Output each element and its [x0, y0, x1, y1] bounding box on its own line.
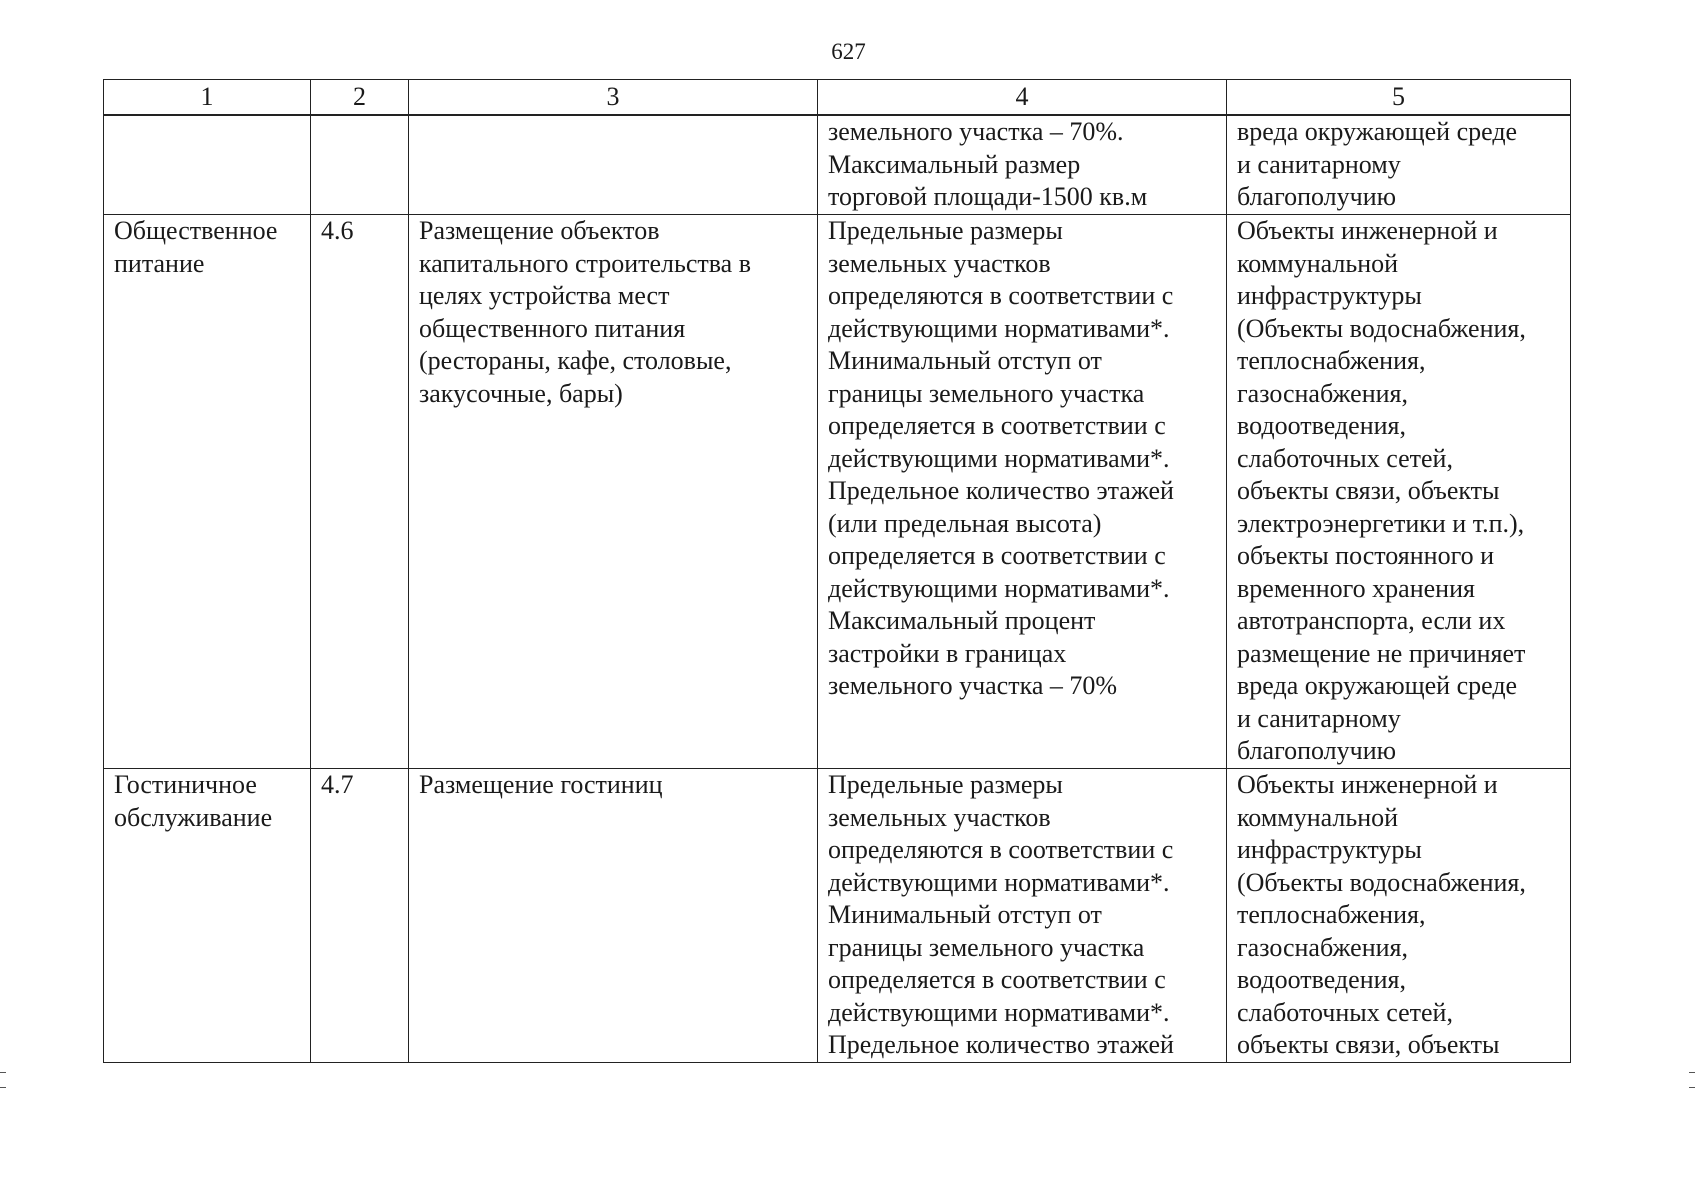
cell-auxiliary-uses	[1227, 769, 1571, 1063]
cell-text-line: газоснабжения,	[1237, 378, 1408, 408]
cell-description	[409, 215, 818, 769]
cell-text-line: Объекты инженерной и	[1237, 216, 1498, 245]
cell-text-line: благополучию	[1237, 182, 1397, 211]
cell-auxiliary-uses	[1227, 215, 1571, 769]
cell-text-line: Общественное	[114, 216, 278, 245]
cell-text-line: земельного участка – 70%	[828, 671, 1118, 700]
cell-text-line: объекты постоянного и	[1237, 541, 1495, 570]
cell-parameters	[818, 215, 1227, 769]
cell-text-line: слаботочных сетей,	[1237, 443, 1453, 473]
cell-text-line: и санитарному	[1237, 703, 1401, 733]
cell-text-line: общественного питания	[419, 313, 686, 343]
cell-land-use-type	[104, 769, 311, 1063]
cell-text-line: Минимальный отступ от	[828, 900, 1102, 929]
cell-text-line: инфраструктуры	[1237, 281, 1422, 310]
cell-text-line: определяется в соответствии с	[828, 965, 1166, 994]
cell-text-line: Размещение объектов	[419, 216, 660, 245]
cell-text-line: коммунальной	[1237, 802, 1399, 832]
cell-text-line: (Объекты водоснабжения,	[1237, 313, 1526, 343]
cell-code: 4.7	[311, 769, 409, 1063]
cell-land-use-type	[104, 215, 311, 769]
cell-text-line: действующими нормативами*.	[828, 313, 1170, 343]
cell-text-line: Предельное количество этажей	[828, 1030, 1174, 1059]
page-number: 627	[831, 39, 866, 64]
cell-text-line: газоснабжения,	[1237, 932, 1408, 962]
cell-text-line: обслуживание	[114, 802, 273, 832]
cell-land-use-type	[104, 115, 311, 215]
scan-edge-mark-right	[1689, 1072, 1695, 1088]
cell-text-line: теплоснабжения,	[1237, 346, 1426, 375]
table-row	[104, 115, 1571, 215]
cell-text-line: вреда окружающей среде	[1237, 671, 1518, 700]
cell-text-line: Предельное количество этажей	[828, 476, 1174, 505]
cell-text-line: Предельные размеры	[828, 216, 1063, 245]
cell-text-line: Минимальный отступ от	[828, 346, 1102, 375]
cell-text-line: временного хранения	[1237, 573, 1475, 603]
column-header-2: 2	[311, 80, 409, 116]
cell-text-line: определяется в соответствии с	[828, 411, 1166, 440]
regulations-table	[103, 79, 1571, 1063]
cell-text-line: инфраструктуры	[1237, 835, 1422, 864]
column-header-3: 3	[409, 80, 818, 116]
cell-text-line: закусочные, бары)	[419, 378, 623, 408]
cell-text-line: питание	[114, 248, 205, 278]
cell-text-line: земельных участков	[828, 802, 1051, 832]
cell-text-line: действующими нормативами*.	[828, 573, 1170, 603]
cell-text-line: Максимальный процент	[828, 606, 1096, 635]
cell-text-line: слаботочных сетей,	[1237, 997, 1453, 1027]
table-header-row	[104, 80, 1571, 116]
cell-text-line: торговой площади-1500 кв.м	[828, 182, 1148, 211]
cell-description	[409, 769, 818, 1063]
cell-text-line: Максимальный размер	[828, 149, 1081, 179]
column-header-1: 1	[104, 80, 311, 116]
cell-text-line: Предельные размеры	[828, 770, 1063, 799]
cell-text-line: (или предельная высота)	[828, 508, 1102, 538]
cell-text-line: вреда окружающей среде	[1237, 117, 1518, 146]
cell-text-line: действующими нормативами*.	[828, 867, 1170, 897]
cell-text-line: определяются в соответствии с	[828, 835, 1174, 864]
cell-text-line: застройки в границах	[828, 638, 1067, 668]
cell-code: 4.6	[311, 215, 409, 769]
cell-text-line: объекты связи, объекты	[1237, 476, 1500, 505]
cell-text-line: целях устройства мест	[419, 281, 670, 310]
table-row	[104, 215, 1571, 769]
cell-code	[311, 115, 409, 215]
cell-text-line: Гостиничное	[114, 770, 257, 799]
cell-text-line: границы земельного участка	[828, 932, 1145, 962]
cell-text-line: размещение не причиняет	[1237, 638, 1526, 668]
cell-text-line: теплоснабжения,	[1237, 900, 1426, 929]
cell-parameters	[818, 769, 1227, 1063]
cell-text-line: определяется в соответствии с	[828, 541, 1166, 570]
cell-text-line: капитального строительства в	[419, 248, 751, 278]
cell-text-line: определяются в соответствии с	[828, 281, 1174, 310]
cell-text-line: коммунальной	[1237, 248, 1399, 278]
cell-auxiliary-uses	[1227, 115, 1571, 215]
cell-description	[409, 115, 818, 215]
cell-text-line: электроэнергетики и т.п.),	[1237, 508, 1525, 538]
table-row	[104, 769, 1571, 1063]
cell-text-line: Размещение гостиниц	[419, 770, 663, 799]
cell-text-line: водоотведения,	[1237, 411, 1406, 440]
cell-text-line: объекты связи, объекты	[1237, 1030, 1500, 1059]
cell-text-line: земельных участков	[828, 248, 1051, 278]
cell-text-line: автотранспорта, если их	[1237, 606, 1506, 635]
scan-edge-mark-left	[0, 1072, 6, 1088]
cell-text-line: действующими нормативами*.	[828, 443, 1170, 473]
cell-text-line: (Объекты водоснабжения,	[1237, 867, 1526, 897]
cell-text-line: Объекты инженерной и	[1237, 770, 1498, 799]
cell-text-line: (рестораны, кафе, столовые,	[419, 346, 732, 375]
column-header-4: 4	[818, 80, 1227, 116]
cell-text-line: и санитарному	[1237, 149, 1401, 179]
cell-parameters	[818, 115, 1227, 215]
column-header-5: 5	[1227, 80, 1571, 116]
cell-text-line: водоотведения,	[1237, 965, 1406, 994]
cell-text-line: благополучию	[1237, 736, 1397, 765]
cell-text-line: действующими нормативами*.	[828, 997, 1170, 1027]
cell-text-line: земельного участка – 70%.	[828, 117, 1124, 146]
cell-text-line: границы земельного участка	[828, 378, 1145, 408]
